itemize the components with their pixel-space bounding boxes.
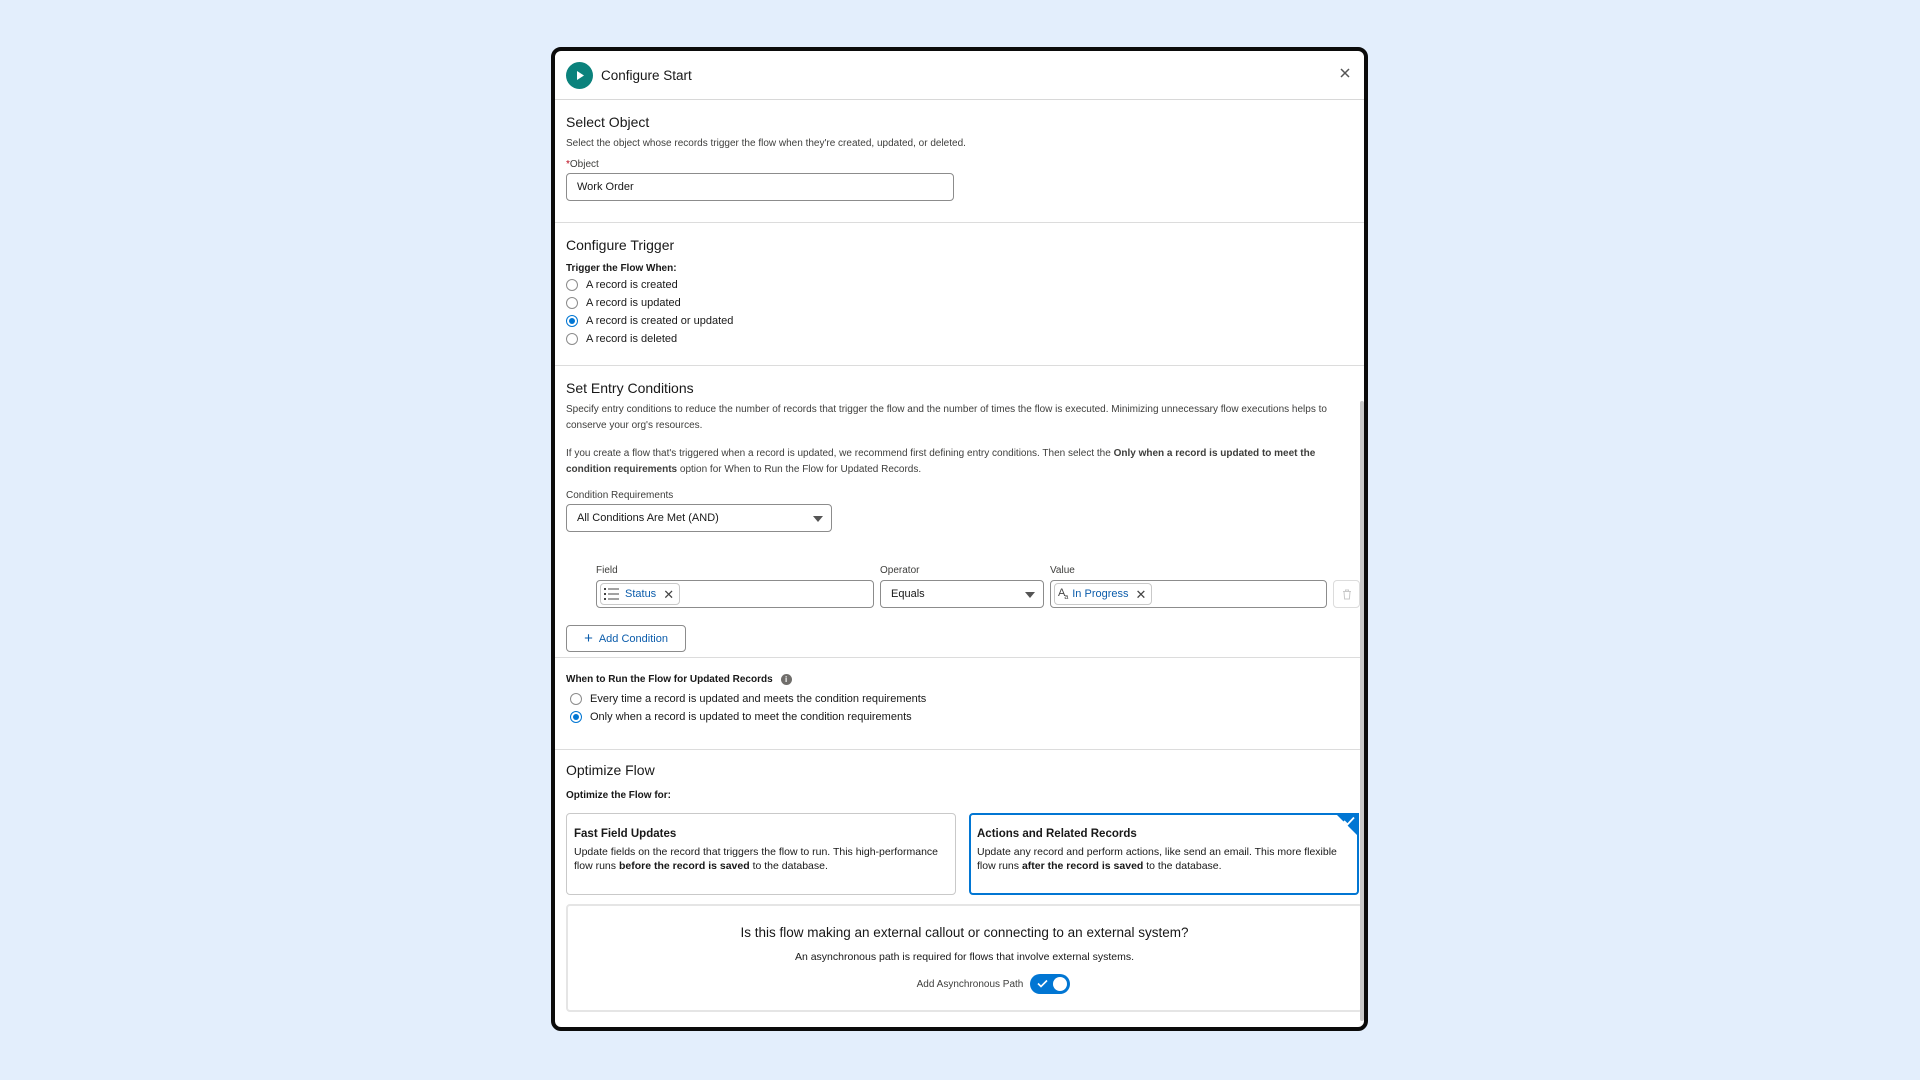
configure-trigger-title: Configure Trigger [566,237,675,253]
trigger-option-created[interactable] [566,276,1353,294]
async-toggle-label: Add Asynchronous Path [916,978,1024,990]
radio-button[interactable] [570,693,582,705]
trigger-option-label: A record is updated [586,297,681,309]
trigger-option-label: A record is created or updated [586,315,734,327]
modal-title: Configure Start [601,67,692,83]
configure-start-modal [551,47,1368,1031]
info-icon[interactable]: i [781,674,792,685]
actions-related-records-desc [977,846,1351,873]
field-pill-label: Status [625,588,657,600]
entry-conditions-recommendation [566,446,1361,477]
chevron-down-icon [813,516,823,522]
fast-field-updates-title: Fast Field Updates [574,828,677,840]
recommendation-text: If you create a flow that's triggered when a record is updated, we recommend first defining entry conditions. Then select the [566,448,1114,459]
async-path-box [566,904,1363,1012]
card-desc-text-end: to the database. [1143,859,1222,872]
fast-field-updates-desc [574,846,948,873]
trigger-option-created-or-updated[interactable] [566,312,1353,330]
play-icon [566,62,593,89]
operator-label: Operator [880,565,920,576]
recommendation-text-end: option for When to Run the Flow for Updated Records. [677,463,922,475]
card-desc-bold: before the record is saved [618,859,750,872]
configure-trigger-section [555,223,1364,366]
select-object-title: Select Object [566,114,650,130]
remove-icon[interactable]: ✕ [1135,586,1147,602]
run-option-label: Only when a record is updated to meet the condition requirements [590,711,912,723]
card-desc-text: Update fields on the record that triggers the flow to run. This high-performance flow runs [574,846,938,872]
add-condition-label: Add Condition [598,632,668,645]
async-toggle-row [626,974,1361,994]
async-help: An asynchronous path is required for flows that involve external systems. [794,951,1135,963]
card-desc-text-end: to the database. [749,859,828,872]
condition-row [596,565,1368,615]
when-to-run-label-text: When to Run the Flow for Updated Records [566,674,773,685]
add-icon: + [584,630,593,647]
condition-requirements-select[interactable] [566,504,832,532]
chevron-down-icon [1025,592,1035,598]
object-label [566,159,1353,170]
run-option-every-time[interactable] [566,690,1353,708]
condition-requirements-label: Condition Requirements [566,490,674,501]
field-input[interactable] [596,580,874,608]
check-icon [1037,979,1048,988]
trigger-option-updated[interactable] [566,294,1353,312]
async-path-toggle[interactable] [1030,974,1070,994]
trigger-option-label: A record is created [586,279,678,291]
value-pill-label: In Progress [1072,588,1129,600]
radio-button[interactable] [566,279,578,291]
close-icon[interactable] [1336,64,1354,82]
object-input[interactable] [566,173,954,201]
radio-button-checked[interactable] [566,315,578,327]
select-object-help: Select the object whose records trigger the flow when they're created, updated, or deleted. [566,138,966,149]
trigger-when-label: Trigger the Flow When: [566,263,677,274]
scrollbar[interactable] [1360,401,1364,1021]
operator-select[interactable] [880,580,1044,608]
entry-conditions-help: Specify entry conditions to reduce the number of records that trigger the flow and the number of times the flow is executed. Minimizing unnecessary flow executions helps to conserve your org's resources. [566,404,1327,431]
select-object-section [555,100,1364,223]
object-label-text: Object [569,158,599,170]
card-desc-bold: after the record is saved [1021,859,1144,872]
value-label: Value [1050,565,1075,576]
trash-icon [1342,589,1352,600]
actions-related-records-title: Actions and Related Records [977,828,1137,840]
required-mark: * [566,158,570,170]
picklist-icon [604,587,620,601]
trigger-option-deleted[interactable] [566,330,1353,348]
async-question: Is this flow making an external callout or connecting to an external system? [740,925,1189,940]
condition-requirements-value: All Conditions Are Met (AND) [577,512,719,524]
value-input[interactable] [1050,580,1327,608]
entry-conditions-section [555,366,1364,658]
trigger-option-label: A record is deleted [586,333,678,345]
remove-icon[interactable]: ✕ [663,586,675,602]
optimize-section [555,750,1364,1030]
optimize-label: Optimize the Flow for: [566,790,671,801]
value-pill[interactable] [1054,583,1152,605]
actions-related-records-card[interactable] [969,813,1359,895]
card-desc-text: Update any record and perform actions, like send an email. This more flexible flow runs [977,846,1337,872]
radio-button[interactable] [566,333,578,345]
text-type-icon: $A_a$ [1058,586,1068,602]
operator-value: Equals [891,588,925,600]
entry-conditions-title: Set Entry Conditions [566,380,694,396]
delete-condition-button[interactable] [1333,580,1360,608]
when-to-run-section [555,658,1364,750]
field-pill[interactable] [600,583,680,605]
radio-button[interactable] [566,297,578,309]
run-option-only-when[interactable] [566,708,1353,726]
fast-field-updates-card[interactable] [566,813,956,895]
when-to-run-label [566,658,1353,685]
object-value: Work Order [577,180,634,193]
run-option-label: Every time a record is updated and meets the condition requirements [590,693,927,705]
check-icon [1343,816,1355,826]
modal-header [555,51,1364,100]
field-label: Field [596,565,618,576]
radio-button-checked[interactable] [570,711,582,723]
recommendation-bold: Only when a record is updated to meet the condition requirements [566,448,1316,475]
optimize-title: Optimize Flow [566,762,655,778]
add-condition-button[interactable] [566,625,686,652]
